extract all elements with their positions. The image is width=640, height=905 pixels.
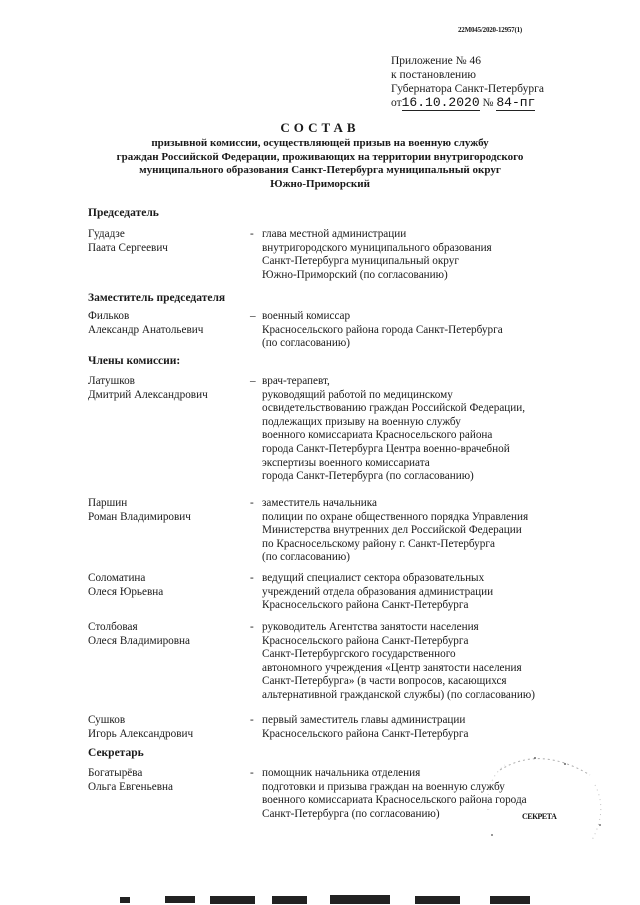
surname: Латушков — [88, 375, 135, 387]
given-names: Дмитрий Александрович — [88, 388, 208, 401]
surname: Соломатина — [88, 572, 146, 584]
number-prefix: № — [482, 97, 494, 109]
appendix-block — [391, 54, 544, 110]
member-role — [262, 228, 612, 282]
role-line: руководитель Агентства занятости населения — [262, 621, 479, 633]
dash: - — [250, 767, 254, 779]
member-role — [262, 572, 612, 613]
decree-date: 16.10.2020 — [401, 95, 480, 110]
document-title: СОСТАВ — [280, 120, 360, 135]
given-names: Ольга Евгеньевна — [88, 780, 173, 793]
role-line: Красносельского района Санкт-Петербурга — [262, 634, 469, 647]
member-role — [262, 714, 612, 741]
role-line: учреждений отдела образования администрации — [262, 585, 494, 598]
role-line: внутригородского муниципального образования — [262, 241, 492, 254]
member-name — [88, 310, 248, 337]
role-line: помощник начальника отделения — [262, 767, 421, 779]
document-subtitle — [80, 137, 560, 191]
member-name — [88, 714, 248, 741]
given-names: Паата Сергеевич — [88, 241, 168, 254]
given-names: Олеся Юрьевна — [88, 585, 164, 598]
role-line: экспертизы военного комиссариата — [262, 456, 430, 469]
role-line: врач-терапевт, — [262, 375, 330, 387]
subtitle-line: Южно-Приморский — [270, 177, 370, 190]
member-role — [262, 375, 612, 484]
role-line: военного комиссариата Красносельского района города — [262, 794, 527, 807]
surname: Сушков — [88, 714, 126, 726]
role-line: ведущий специалист сектора образовательных — [262, 572, 485, 584]
role-line: (по согласованию) — [262, 551, 350, 564]
role-line: Санкт-Петербургского государственного — [262, 648, 456, 661]
dash: - — [250, 621, 254, 633]
role-line: подлежащих призыву на военную службу — [262, 415, 461, 428]
member-name — [88, 572, 248, 599]
member-role — [262, 621, 612, 703]
role-line: Санкт-Петербурга» (в части вопросов, касающихся — [262, 675, 507, 688]
role-line: Красносельского района Санкт-Петербурга — [262, 727, 469, 740]
stamp-text: СЕКРЕТА — [522, 812, 557, 821]
member-role — [262, 497, 612, 565]
role-line: Красносельского района Санкт-Петербурга — [262, 599, 469, 612]
role-line: освидетельствованию граждан Российской Федерации, — [262, 402, 526, 415]
appendix-line-3: Губернатора Санкт-Петербурга — [391, 83, 544, 95]
role-line: глава местной администрации — [262, 228, 407, 240]
surname: Богатырёва — [88, 767, 143, 779]
role-line: Министерства внутренних дел Российской Федерации — [262, 524, 522, 537]
member-name — [88, 375, 248, 402]
section-members: Члены комиссии: — [88, 355, 181, 367]
subtitle-line: муниципального образования Санкт-Петербурга муниципальный округ — [139, 164, 501, 177]
decree-number: 84-пг — [496, 95, 536, 110]
date-prefix: от — [391, 97, 402, 109]
role-line: альтернативной гражданской службы) (по согласованию) — [262, 688, 535, 701]
subtitle-line: призывной комиссии, осуществляющей призыв на военную службу — [151, 137, 489, 149]
document-number: 22M045/2020-12957(1) — [458, 26, 523, 34]
section-chairman: Председатель — [88, 207, 159, 219]
role-line: города Санкт-Петербурга Центра военно-врачебной — [262, 442, 510, 455]
dash: – — [250, 310, 256, 322]
dash: - — [250, 714, 254, 726]
dash: – — [250, 375, 256, 387]
role-line: города Санкт-Петербурга (по согласованию) — [262, 470, 474, 483]
dash: - — [250, 228, 254, 240]
section-secretary: Секретарь — [88, 747, 144, 759]
role-line: автономного учреждения «Центр занятости населения — [262, 661, 522, 674]
role-line: (по согласованию) — [262, 337, 350, 350]
member-name — [88, 228, 248, 255]
dash: - — [250, 497, 254, 509]
given-names: Игорь Александрович — [88, 727, 194, 740]
scan-bottom-marks — [0, 893, 640, 905]
section-deputy: Заместитель председателя — [88, 292, 226, 304]
role-line: полиции по охране общественного порядка Управления — [262, 510, 529, 523]
surname: Фильков — [88, 310, 130, 322]
given-names: Олеся Владимировна — [88, 634, 190, 647]
role-line: военный комиссар — [262, 310, 351, 322]
appendix-line-2: к постановлению — [391, 69, 476, 81]
surname: Паршин — [88, 497, 128, 509]
appendix-date-line — [391, 96, 544, 110]
role-line: подготовки и призыва граждан на военную службу — [262, 780, 505, 793]
role-line: военного комиссариата Красносельского района — [262, 429, 493, 442]
surname: Гудадзе — [88, 228, 125, 240]
member-name — [88, 621, 248, 648]
role-line: по Красносельскому району г. Санкт-Петербурга — [262, 537, 495, 550]
surname: Столбовая — [88, 621, 138, 633]
given-names: Александр Анатольевич — [88, 323, 204, 336]
member-name — [88, 497, 248, 524]
role-line: заместитель начальника — [262, 497, 377, 509]
given-names: Роман Владимирович — [88, 510, 191, 523]
subtitle-line: граждан Российской Федерации, проживающих на территории внутригородского — [116, 150, 524, 163]
role-line: первый заместитель главы администрации — [262, 714, 466, 726]
member-name — [88, 767, 248, 794]
role-line: Санкт-Петербурга (по согласованию) — [262, 807, 440, 820]
role-line: Южно-Приморский (по согласованию) — [262, 268, 448, 281]
dash: - — [250, 572, 254, 584]
role-line: Санкт-Петербурга муниципальный округ — [262, 255, 459, 268]
appendix-line-1: Приложение № 46 — [391, 55, 481, 67]
role-line: Красносельского района города Санкт-Петербурга — [262, 323, 503, 336]
role-line: руководящий работой по медицинскому — [262, 388, 453, 401]
official-stamp — [480, 750, 610, 860]
member-role — [262, 310, 612, 351]
